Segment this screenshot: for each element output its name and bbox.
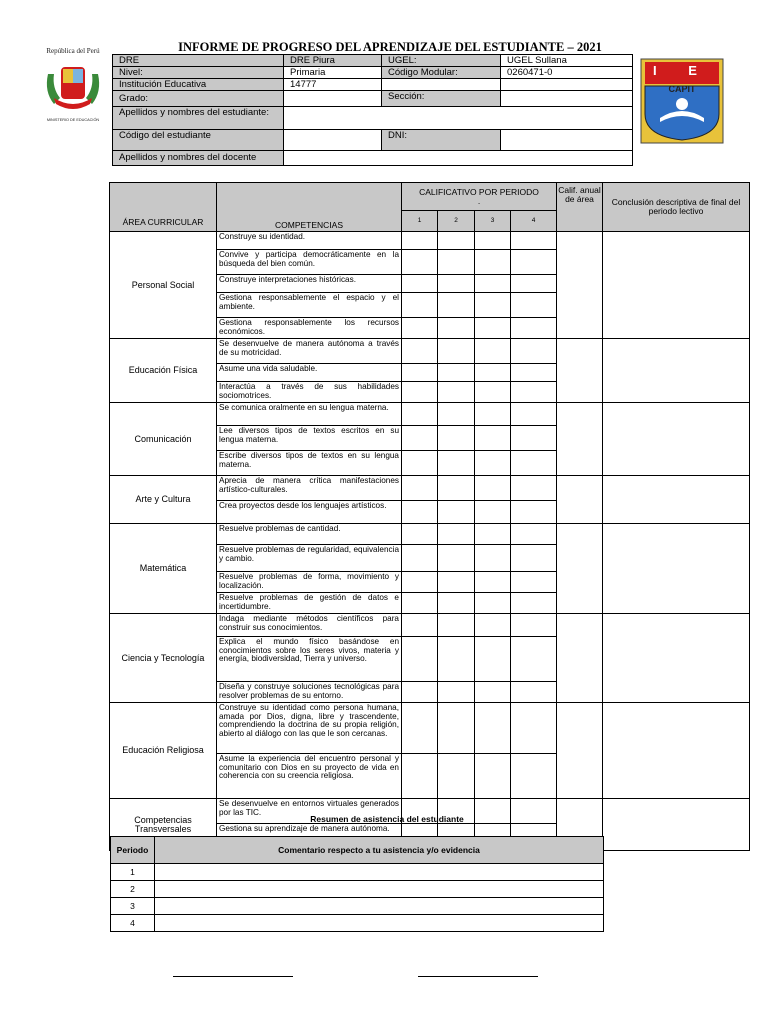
grade-cell[interactable] — [475, 250, 511, 275]
dre-label: DRE — [113, 55, 284, 67]
grade-cell[interactable] — [511, 572, 557, 593]
attendance-row — [111, 898, 604, 915]
attendance-body — [111, 864, 604, 932]
grade-cell[interactable] — [402, 614, 438, 637]
grade-cell[interactable] — [402, 403, 438, 426]
grade-cell[interactable] — [402, 451, 438, 476]
grade-cell[interactable] — [438, 476, 475, 501]
annual-grade-cell[interactable] — [557, 476, 603, 524]
grade-cell[interactable] — [475, 293, 511, 318]
grade-cell[interactable] — [475, 682, 511, 703]
grade-cell[interactable] — [475, 382, 511, 403]
competencia-text: Gestiona su aprendizaje de manera autónoma. — [217, 824, 402, 851]
institucion-blank — [382, 79, 501, 91]
attendance-comment[interactable] — [155, 915, 604, 932]
grade-cell[interactable] — [475, 275, 511, 293]
grade-cell[interactable] — [511, 524, 557, 545]
attendance-row — [111, 864, 604, 881]
annual-grade-cell[interactable] — [557, 403, 603, 476]
grade-cell[interactable] — [438, 426, 475, 451]
attendance-comment[interactable] — [155, 898, 604, 915]
grade-cell[interactable] — [511, 501, 557, 524]
grade-cell[interactable] — [511, 476, 557, 501]
calif-header-label: CALIFICATIVO POR PERIODO — [419, 187, 539, 198]
grade-cell[interactable] — [511, 339, 557, 364]
grade-cell[interactable] — [475, 318, 511, 339]
dni-label: DNI: — [382, 130, 501, 151]
grade-cell[interactable] — [475, 426, 511, 451]
grade-cell[interactable] — [402, 524, 438, 545]
grade-cell[interactable] — [475, 501, 511, 524]
apellidos-estudiante-label: Apellidos y nombres del estudiante: — [113, 107, 284, 130]
attendance-table — [110, 836, 604, 932]
annual-grade-cell[interactable] — [557, 703, 603, 799]
competencia-text: Aprecia de manera crítica manifestaciones artístico-culturales. — [217, 476, 402, 501]
table-row — [110, 232, 750, 250]
grade-cell[interactable] — [511, 318, 557, 339]
grade-cell[interactable] — [475, 572, 511, 593]
grade-cell[interactable] — [511, 682, 557, 703]
grade-cell[interactable] — [475, 703, 511, 754]
attendance-title: Resumen de asistencia del estudiante — [310, 814, 464, 824]
table-row — [110, 524, 750, 545]
attendance-period: 2 — [111, 881, 155, 898]
grade-cell[interactable] — [511, 403, 557, 426]
period-header-1: 1 — [402, 211, 438, 232]
area-name: Matemática — [110, 524, 217, 614]
competencia-text: Convive y participa democráticamente en la búsqueda del bien común. — [217, 250, 402, 275]
table-row — [110, 476, 750, 501]
seccion-label: Sección: — [382, 91, 501, 107]
grade-cell[interactable] — [475, 403, 511, 426]
grade-cell[interactable] — [475, 476, 511, 501]
grade-cell[interactable] — [438, 364, 475, 382]
grade-cell[interactable] — [438, 250, 475, 275]
grade-cell[interactable] — [402, 682, 438, 703]
grade-cell[interactable] — [511, 545, 557, 572]
conclusion-cell[interactable] — [603, 524, 750, 614]
grade-cell[interactable] — [475, 614, 511, 637]
grade-cell[interactable] — [402, 293, 438, 318]
grade-cell[interactable] — [438, 637, 475, 682]
grade-cell[interactable] — [402, 545, 438, 572]
area-name: Educación Religiosa — [110, 703, 217, 799]
competencia-text: Se desenvuelve de manera autónoma a través de su motricidad. — [217, 339, 402, 364]
attendance-period: 3 — [111, 898, 155, 915]
student-info-table — [112, 54, 633, 166]
grade-cell[interactable] — [402, 426, 438, 451]
competencia-text: Asume la experiencia del encuentro personal y comunitario con Dios en su proyecto de vida en coherencia con su creencia religiosa. — [217, 754, 402, 799]
grade-cell[interactable] — [438, 614, 475, 637]
period-header-2: 2 — [438, 211, 475, 232]
table-row — [110, 403, 750, 426]
grade-cell[interactable] — [438, 451, 475, 476]
grade-cell[interactable] — [511, 250, 557, 275]
competencia-text: Crea proyectos desde los lenguajes artísticos. — [217, 501, 402, 524]
grade-cell[interactable] — [402, 572, 438, 593]
emblem-caption-top: República del Perú — [46, 47, 100, 55]
conclusion-cell[interactable] — [603, 232, 750, 339]
peru-emblem-logo — [40, 44, 106, 124]
school-logo-letters: I E — [653, 63, 711, 78]
seccion-value[interactable] — [501, 91, 633, 107]
grade-cell[interactable] — [402, 501, 438, 524]
grade-cell[interactable] — [402, 382, 438, 403]
competencia-text: Lee diversos tipos de textos escritos en su lengua materna. — [217, 426, 402, 451]
annual-grade-cell[interactable] — [557, 339, 603, 403]
grade-cell[interactable] — [438, 232, 475, 250]
conclusion-cell[interactable] — [603, 339, 750, 403]
grade-cell[interactable] — [402, 318, 438, 339]
attendance-comment[interactable] — [155, 864, 604, 881]
attendance-row — [111, 881, 604, 898]
grade-cell[interactable] — [438, 293, 475, 318]
grade-cell[interactable] — [511, 593, 557, 614]
emblem-caption-bottom: MINISTERIO DE EDUCACIÓN — [46, 118, 100, 122]
grade-cell[interactable] — [511, 364, 557, 382]
institucion-blank-2 — [501, 79, 633, 91]
codigo-estudiante-label: Código del estudiante — [113, 130, 284, 151]
grade-cell[interactable] — [438, 545, 475, 572]
competencia-text: Escribe diversos tipos de textos en su lengua materna. — [217, 451, 402, 476]
area-name: Comunicación — [110, 403, 217, 476]
attendance-period: 1 — [111, 864, 155, 881]
competencia-text: Resuelve problemas de regularidad, equivalencia y cambio. — [217, 545, 402, 572]
conclusion-cell[interactable] — [603, 614, 750, 703]
anual-header: Calif. anual de área — [557, 183, 603, 232]
grade-cell[interactable] — [511, 703, 557, 754]
codigo-modular-value: 0260471-0 — [501, 67, 633, 79]
grade-cell[interactable] — [402, 593, 438, 614]
grado-value[interactable] — [284, 91, 382, 107]
grade-cell[interactable] — [511, 232, 557, 250]
grade-cell[interactable] — [511, 382, 557, 403]
nivel-value: Primaria — [284, 67, 382, 79]
conclusion-cell[interactable] — [603, 799, 750, 851]
grade-cell[interactable] — [402, 275, 438, 293]
apellidos-docente-label: Apellidos y nombres del docente — [113, 151, 284, 166]
apellidos-estudiante-value[interactable] — [284, 107, 633, 130]
grade-cell[interactable] — [475, 545, 511, 572]
grade-cell[interactable] — [402, 232, 438, 250]
grade-cell[interactable] — [402, 364, 438, 382]
grade-cell[interactable] — [438, 754, 475, 799]
apellidos-docente-value[interactable] — [284, 151, 633, 166]
competencia-text: Interactúa a través de sus habilidades sociomotrices. — [217, 382, 402, 403]
grade-cell[interactable] — [475, 339, 511, 364]
competencia-text: Construye interpretaciones históricas. — [217, 275, 402, 293]
conclusion-cell[interactable] — [603, 703, 750, 799]
calif-header — [402, 183, 557, 211]
area-name: Educación Física — [110, 339, 217, 403]
grade-cell[interactable] — [438, 403, 475, 426]
grade-cell[interactable] — [475, 593, 511, 614]
attendance-row — [111, 915, 604, 932]
area-header: ÁREA CURRICULAR — [110, 183, 217, 232]
competencia-text: Indaga mediante métodos científicos para construir sus conocimientos. — [217, 614, 402, 637]
codigo-modular-label: Código Modular: — [382, 67, 501, 79]
grade-cell[interactable] — [438, 572, 475, 593]
dni-value[interactable] — [501, 130, 633, 151]
competencia-text: Construye su identidad. — [217, 232, 402, 250]
nivel-label: Nivel: — [113, 67, 284, 79]
grade-cell[interactable] — [438, 593, 475, 614]
competencia-text: Gestiona responsablemente los recursos económicos. — [217, 318, 402, 339]
grade-cell[interactable] — [475, 232, 511, 250]
grade-cell[interactable] — [511, 754, 557, 799]
competencia-text: Resuelve problemas de cantidad. — [217, 524, 402, 545]
grade-cell[interactable] — [402, 250, 438, 275]
annual-grade-cell[interactable] — [557, 524, 603, 614]
grade-cell[interactable] — [511, 614, 557, 637]
grado-label: Grado: — [113, 91, 284, 107]
comp-header: COMPETENCIAS — [217, 183, 402, 232]
grade-cell[interactable] — [438, 682, 475, 703]
signature-line-teacher — [173, 976, 293, 977]
annual-grade-cell[interactable] — [557, 614, 603, 703]
attendance-comment[interactable] — [155, 881, 604, 898]
ugel-label: UGEL: — [382, 55, 501, 67]
ugel-value: UGEL Sullana — [501, 55, 633, 67]
period-col-header: Periodo — [111, 837, 155, 864]
competencia-text: Diseña y construye soluciones tecnológicas para resolver problemas de su entorno. — [217, 682, 402, 703]
grade-cell[interactable] — [438, 275, 475, 293]
grade-cell[interactable] — [438, 382, 475, 403]
table-row — [110, 614, 750, 637]
grade-cell[interactable] — [402, 754, 438, 799]
competencia-text: Gestiona responsablemente el espacio y el ambiente. — [217, 293, 402, 318]
grade-cell[interactable] — [438, 339, 475, 364]
grade-cell[interactable] — [475, 524, 511, 545]
period-header-3: 3 — [475, 211, 511, 232]
grade-cell[interactable] — [438, 703, 475, 754]
report-title: INFORME DE PROGRESO DEL APRENDIZAJE DEL ESTUDIANTE – 2021 — [178, 40, 602, 54]
grade-cell[interactable] — [511, 275, 557, 293]
grade-cell[interactable] — [511, 637, 557, 682]
grade-cell[interactable] — [438, 318, 475, 339]
signature-line-director — [418, 976, 538, 977]
annual-grade-cell[interactable] — [557, 232, 603, 339]
grade-cell[interactable] — [475, 451, 511, 476]
competencia-text: Construye su identidad como persona humana, amada por Dios, digna, libre y trascendente, comprendiendo la doctrina de su propia religión, abierto al diálogo con las que le son cercanas. — [217, 703, 402, 754]
grade-cell[interactable] — [475, 364, 511, 382]
grade-cell[interactable] — [402, 637, 438, 682]
codigo-estudiante-value[interactable] — [284, 130, 382, 151]
comment-col-header: Comentario respecto a tu asistencia y/o evidencia — [155, 837, 604, 864]
dre-value: DRE Piura — [284, 55, 382, 67]
attendance-period: 4 — [111, 915, 155, 932]
grade-cell[interactable] — [475, 754, 511, 799]
competencia-text: Explica el mundo físico basándose en conocimientos sobre los seres vivos, materia y energía, biodiversidad, Tierra y universo. — [217, 637, 402, 682]
calif-header-dot: . — [477, 195, 481, 206]
area-name: Personal Social — [110, 232, 217, 339]
grade-cell[interactable] — [438, 501, 475, 524]
competencia-text: Se desenvuelve en entornos virtuales generados por las TIC. — [217, 799, 402, 824]
conclusion-header: Conclusión descriptiva de final del periodo lectivo — [603, 183, 750, 232]
grade-cell[interactable] — [475, 637, 511, 682]
competencies-table — [109, 182, 750, 851]
institucion-label: Institución Educativa — [113, 79, 284, 91]
grade-cell[interactable] — [511, 293, 557, 318]
conclusion-cell[interactable] — [603, 476, 750, 524]
grade-cell[interactable] — [402, 339, 438, 364]
area-name: Competencias Transversales — [110, 799, 217, 851]
competencia-text: Asume una vida saludable. — [217, 364, 402, 382]
grade-cell[interactable] — [402, 476, 438, 501]
school-logo-name: CAPIT — [668, 84, 696, 94]
area-name: Arte y Cultura — [110, 476, 217, 524]
competencia-text: Se comunica oralmente en su lengua materna. — [217, 403, 402, 426]
grade-cell[interactable] — [438, 524, 475, 545]
period-header-4: 4 — [511, 211, 557, 232]
competencies-body — [110, 232, 750, 851]
conclusion-cell[interactable] — [603, 403, 750, 476]
competencia-text: Resuelve problemas de forma, movimiento y localización. — [217, 572, 402, 593]
table-row — [110, 703, 750, 754]
grade-cell[interactable] — [511, 426, 557, 451]
grade-cell[interactable] — [511, 451, 557, 476]
table-row — [110, 339, 750, 364]
competencia-text: Resuelve problemas de gestión de datos e incertidumbre. — [217, 593, 402, 614]
grade-cell[interactable] — [402, 703, 438, 754]
area-name: Ciencia y Tecnología — [110, 614, 217, 703]
institucion-value: 14777 — [284, 79, 382, 91]
